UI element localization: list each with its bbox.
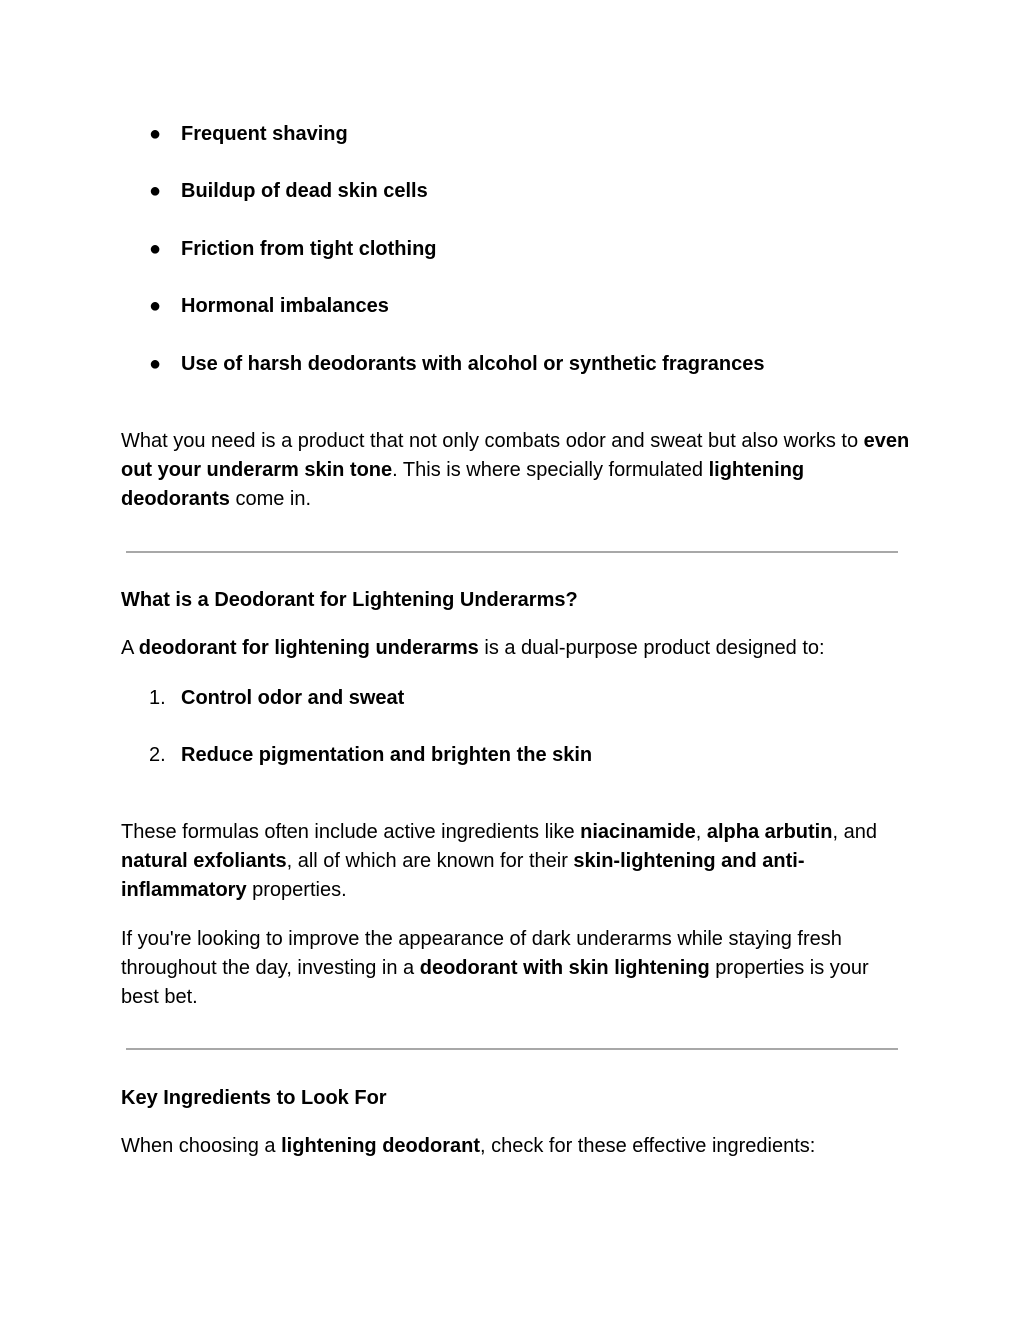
advice-paragraph <box>121 925 911 1012</box>
text-run: come in. <box>229 488 312 510</box>
section-heading-what-is: What is a Deodorant for Lightening Underarms? <box>121 589 578 611</box>
list-item-text: Control odor and sweat <box>181 687 405 709</box>
list-item-text: Use of harsh deodorants with alcohol or synthetic fragrances <box>181 353 765 375</box>
bold-run: alpha arbutin <box>706 821 833 843</box>
text-run: What you need is a product that not only combats odor and sweat but also works to <box>121 430 864 452</box>
list-item-text: Frequent shaving <box>181 123 348 145</box>
text-run: . This is where specially formulated <box>392 459 709 481</box>
list-number: 2. <box>149 744 166 766</box>
horizontal-divider <box>126 551 898 553</box>
bullet-marker: ● <box>149 295 162 317</box>
horizontal-divider <box>126 1048 898 1050</box>
text-run: A <box>121 637 139 659</box>
text-run: These formulas often include active ingredients like <box>121 821 581 843</box>
text-run: If you're looking to improve the appearance of dark underarms while staying fresh throughout the day, investing in a <box>121 928 842 979</box>
bold-run: even out your underarm skin tone <box>121 430 910 481</box>
ingredients-paragraph <box>121 818 911 905</box>
bold-run: skin-lightening and anti-inflammatory <box>121 850 805 901</box>
definition-paragraph <box>121 634 911 663</box>
text-run: , all of which are known for their <box>286 850 574 872</box>
text-run: When choosing a <box>121 1135 282 1157</box>
bold-run: niacinamide <box>580 821 696 843</box>
list-item-text: Reduce pigmentation and brighten the skin <box>181 744 593 766</box>
list-number: 1. <box>149 687 166 709</box>
text-run: is a dual-purpose product designed to: <box>478 637 825 659</box>
intro-paragraph <box>121 427 911 514</box>
bold-run: lightening deodorants <box>121 459 805 510</box>
text-run: , <box>695 821 707 843</box>
bullet-marker: ● <box>149 353 162 375</box>
bullet-marker: ● <box>149 238 162 260</box>
bold-run: deodorant for lightening underarms <box>138 637 479 659</box>
bold-run: natural exfoliants <box>121 850 287 872</box>
bold-run: lightening deodorant <box>281 1135 480 1157</box>
list-item-text: Buildup of dead skin cells <box>181 180 428 202</box>
key-ingredients-intro <box>121 1132 911 1161</box>
bold-run: deodorant with skin lightening <box>419 957 710 979</box>
text-run: properties. <box>246 879 347 901</box>
text-run: properties is your best bet. <box>121 957 869 1008</box>
list-item-text: Friction from tight clothing <box>181 238 437 260</box>
list-item-text: Hormonal imbalances <box>181 295 389 317</box>
section-heading-key-ingredients: Key Ingredients to Look For <box>121 1087 387 1109</box>
text-run: , and <box>832 821 877 843</box>
bullet-marker: ● <box>149 180 162 202</box>
text-run: , check for these effective ingredients: <box>479 1135 816 1157</box>
bullet-marker: ● <box>149 123 162 145</box>
